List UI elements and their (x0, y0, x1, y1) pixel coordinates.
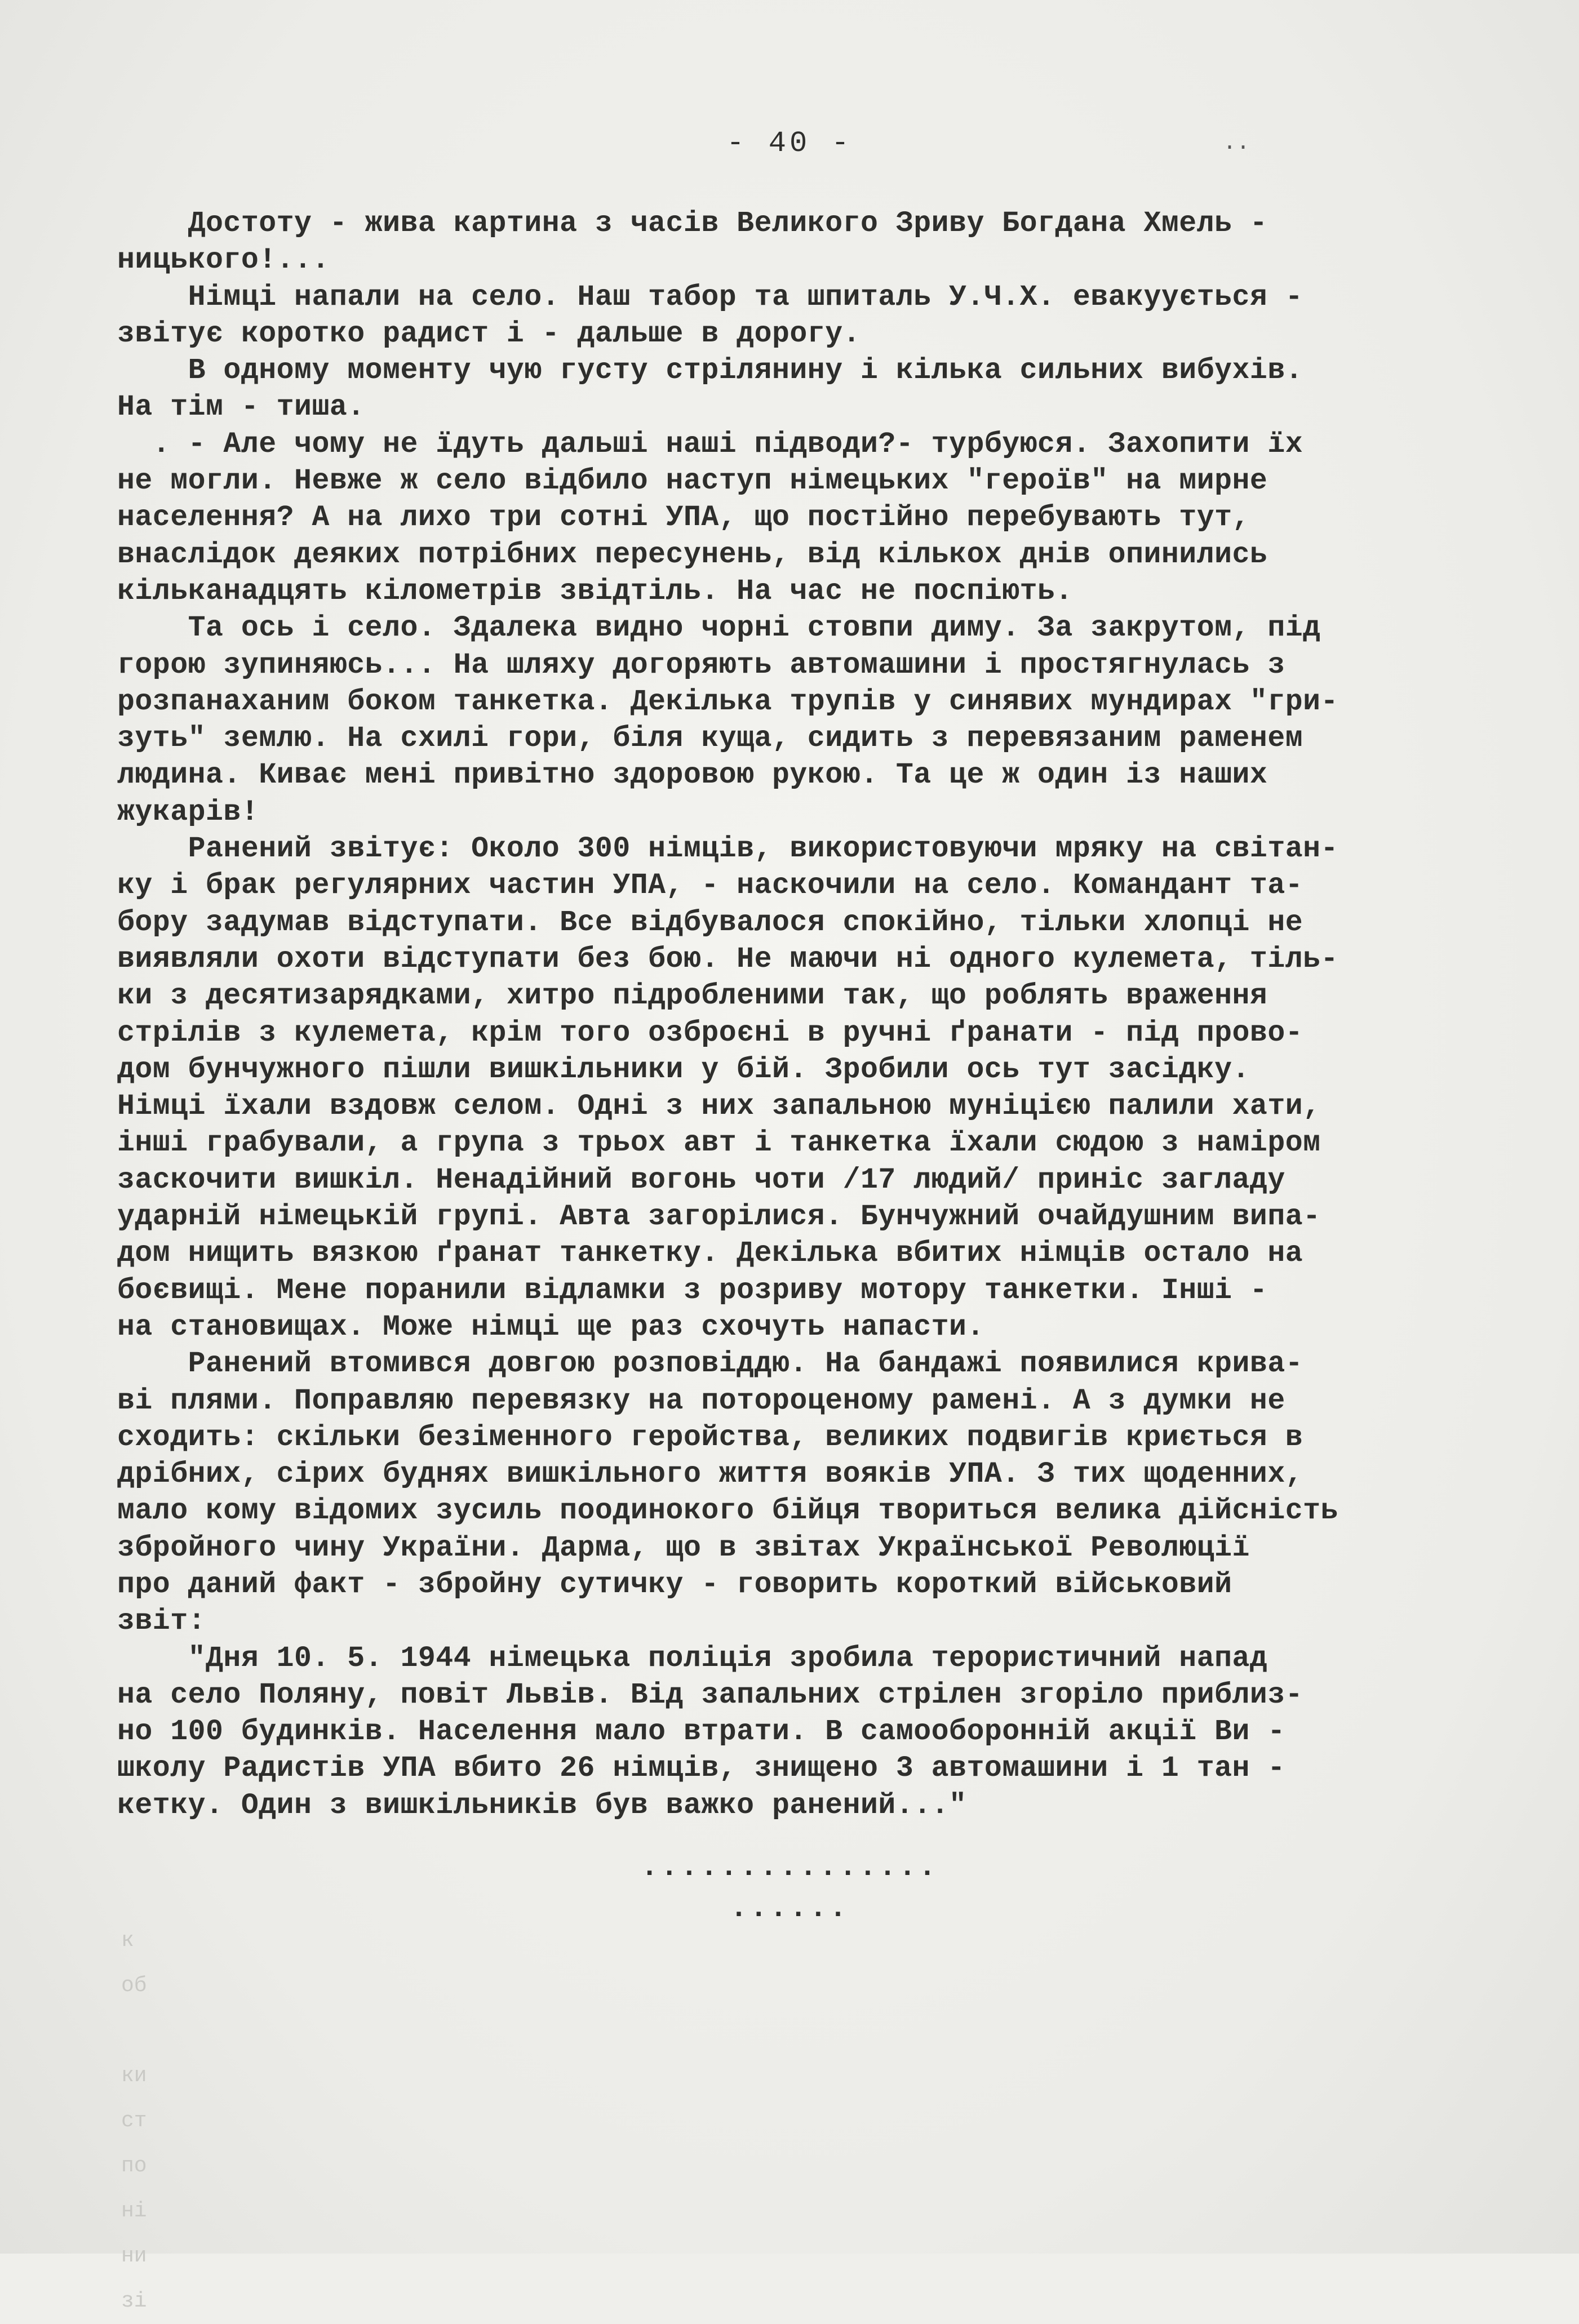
text-line: Достоту - жива картина з часів Великого Зриву Богдана Хмель - (117, 207, 1268, 240)
bleed-through-fragment: зі (121, 2289, 147, 2313)
bleed-through-fragment (121, 2008, 147, 2054)
text-line: Ранений втомився довгою розповіддю. На бандажі появилися крива- (117, 1348, 1303, 1381)
body-text (117, 206, 1475, 1824)
text-line: на становищах. Може німці ще раз схочуть напасти. (117, 1310, 984, 1344)
bleed-through-fragment: ст (121, 2109, 147, 2133)
bleed-through-fragment: к (121, 1928, 134, 1953)
text-line: сходить: скільки безіменного геройства, великих подвигів криється в (117, 1421, 1303, 1454)
text-line: зуть" землю. На схилі гори, біля куща, сидить з перевязаним раменем (117, 722, 1303, 756)
text-line: Ранений звітує: Около 300 німців, використовуючи мряку на світан- (117, 833, 1338, 866)
text-line: кільканадцять кілометрів звідтіль. На час не поспіють. (117, 575, 1073, 608)
page-number: - 40 - (726, 127, 853, 160)
text-line: дом нищить вязкою ґранат танкетку. Декілька вбитих німців остало на (117, 1237, 1303, 1270)
text-line: горою зупиняюсь... На шляху догоряють автомашини і простягнулась з (117, 648, 1285, 682)
text-line: виявляли охоти відступати без бою. Не маючи ні одного кулемета, тіль- (117, 943, 1338, 976)
text-line: розпанаханим боком танкетка. Декілька трупів у синявих мундирах "гри- (117, 685, 1338, 718)
bleed-through-fragment: по (121, 2154, 147, 2178)
text-line: дрібних, сірих буднях вишкільного життя вояків УПА. З тих щоденних, (117, 1458, 1303, 1491)
text-line: ки з десятизарядками, хитро підробленими так, що роблять враження (117, 980, 1268, 1013)
text-line: на село Поляну, повіт Львів. Від запальних стрілен згоріло приблиз- (117, 1678, 1303, 1712)
text-line: . - Але чому не їдуть дальші наші підводи?- турбуюся. Захопити їх (117, 428, 1303, 461)
text-line: но 100 будинків. Населення мало втрати. В самооборонній акції Ви - (117, 1716, 1285, 1749)
text-line: інші грабували, а група з трьох авт і танкетка їхали сюдою з наміром (117, 1127, 1321, 1160)
bleed-through-fragment: об (121, 1974, 147, 1998)
bleed-through-fragment: ні (121, 2199, 147, 2223)
text-line: Та ось і село. Здалека видно чорні стовпи диму. За закрутом, під (117, 612, 1321, 645)
text-line: стрілів з кулемета, крім того озброєні в ручні ґранати - під прово- (117, 1016, 1303, 1050)
text-line: про даний факт - збройну сутичку - говорить короткий військовий (117, 1568, 1232, 1601)
text-line: На тім - тиша. (117, 391, 365, 424)
bleed-through-fragment: ни (121, 2244, 147, 2268)
text-line: звіт: (117, 1605, 206, 1638)
text-line: В одному моменту чую густу стрілянину і кілька сильних вибухів. (117, 354, 1303, 388)
text-line: заскочити вишкіл. Ненадійний вогонь чоти /17 людий/ приніс загладу (117, 1163, 1285, 1197)
text-line: людина. Киває мені привітно здоровою рукою. Та це ж один із наших (117, 759, 1268, 792)
text-line: ницького!... (117, 244, 330, 277)
paper-speck: ·· (1223, 135, 1250, 161)
text-line: ку і брак регулярних частин УПА, - наскочили на село. Командант та- (117, 869, 1303, 903)
text-line: мало кому відомих зусиль поодинокого бійця твориться велика дійсність (117, 1495, 1338, 1528)
text-line: збройного чину України. Дарма, що в звітах Української Революції (117, 1531, 1250, 1565)
text-line: Німці їхали вздовж селом. Одні з них запальною муніцією палили хати, (117, 1090, 1321, 1123)
text-line: школу Радистів УПА вбито 26 німців, знищено 3 автомашини і 1 тан - (117, 1752, 1285, 1785)
text-line: населення? А на лихо три сотні УПА, що постійно перебувають тут, (117, 501, 1250, 535)
separator-dots-short: ...... (730, 1892, 849, 1925)
separator-dots-long: ............... (640, 1851, 939, 1884)
bleed-through-fragment: ки (121, 2064, 147, 2088)
text-line: жукарів! (117, 796, 259, 829)
text-line: звітує коротко радист і - дальше в дорогу. (117, 317, 861, 350)
text-line: "Дня 10. 5. 1944 німецька поліція зробила терористичний напад (117, 1642, 1268, 1675)
text-line: ві плями. Поправляю перевязку на потороценому рамені. А з думки не (117, 1384, 1285, 1417)
text-line: бору задумав відступати. Все відбувалося спокійно, тільки хлопці не (117, 906, 1303, 939)
text-line: внаслідок деяких потрібних пересунень, від кількох днів опинились (117, 538, 1268, 571)
text-line: не могли. Невже ж село відбило наступ німецьких "героїв" на мирне (117, 465, 1268, 498)
text-line: боєвищі. Мене поранили відламки з розриву мотору танкетки. Інші - (117, 1274, 1268, 1307)
bleed-through-text (121, 1918, 147, 2324)
text-line: кетку. Один з вишкільників був важко ранений..." (117, 1789, 967, 1822)
text-line: дом бунчужного пішли вишкільники у бій. Зробили ось тут засідку. (117, 1053, 1250, 1086)
text-line: Німці напали на село. Наш табор та шпиталь У.Ч.Х. евакуується - (117, 281, 1303, 314)
text-line: ударній німецькій групі. Авта загорілися. Бунчужний очайдушним випа- (117, 1201, 1321, 1234)
